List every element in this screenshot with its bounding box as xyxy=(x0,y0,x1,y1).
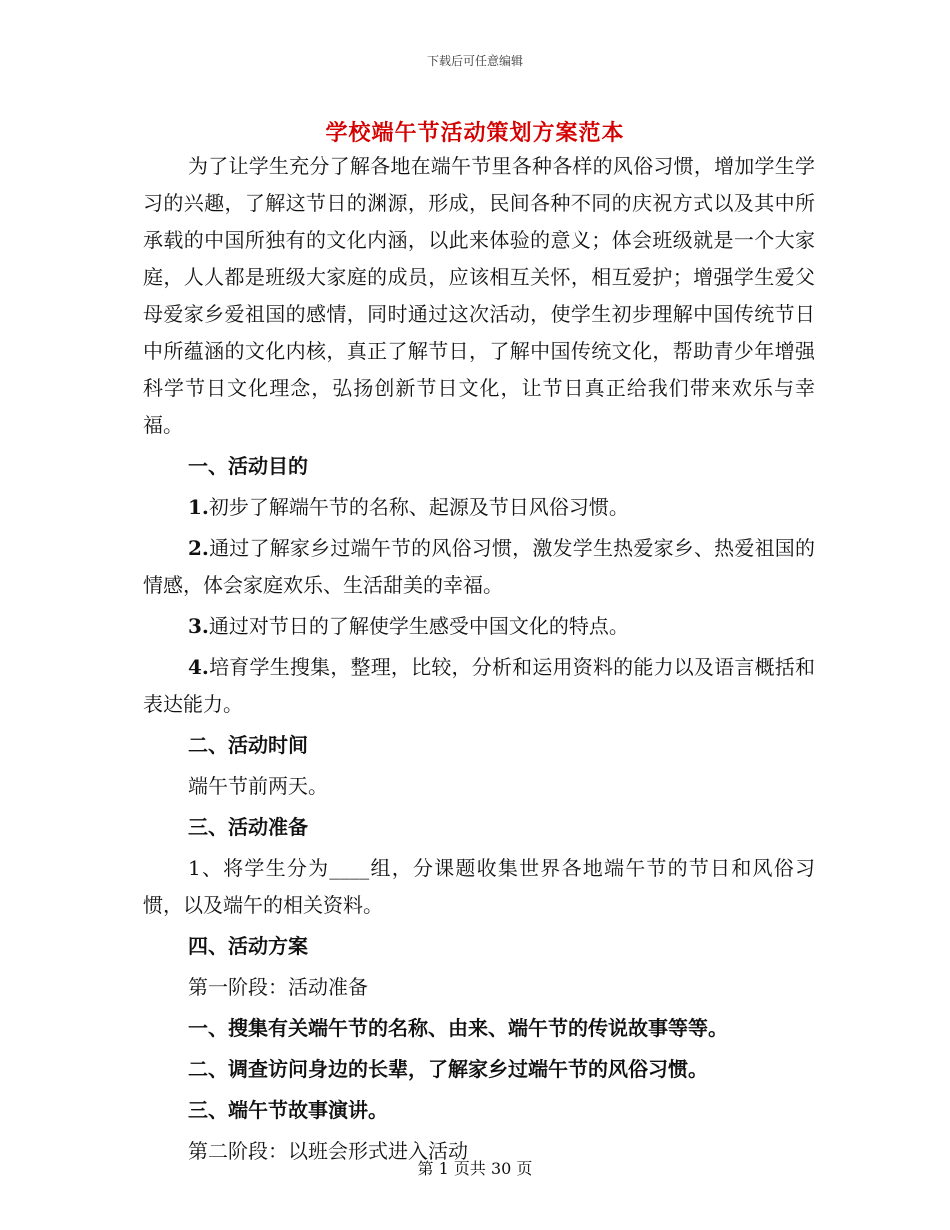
page-header-note: 下载后可任意编辑 xyxy=(426,54,523,68)
stage-2-label: 第二阶段：以班会形式进入活动 xyxy=(188,1139,468,1163)
intro-paragraph: 为了让学生充分了解各地在端午节里各种各样的风俗习惯，增加学生学习的兴趣，了解这节日的渊源，形成，民间各种不同的庆祝方式以及其中所承载的中国所独有的文化内涵，以此来体验的意义；体会班级就是一个大家庭，人人都是班级大家庭的成员，应该相互关怀，相互爱护；增强学生爱父母爱家乡爱祖国的感情，同时通过这次活动，使学生初步理解中国传统节日中所蕴涵的文化内核，真正了解节日，了解中国传统文化，帮助青少年增强科学节日文化理念，弘扬创新节日文化，让节日真正给我们带来欢乐与幸福。 xyxy=(143,154,815,437)
section-heading-plan: 四、活动方案 xyxy=(188,934,308,958)
item-text: 通过对节日的了解使学生感受中国文化的特点。 xyxy=(208,614,629,638)
section-heading-preparation: 三、活动准备 xyxy=(188,815,308,839)
item-text: 初步了解端午节的名称、起源及节日风俗习惯。 xyxy=(208,495,629,519)
item-text: 培育学生搜集，整理，比较，分析和运用资料的能力以及语言概括和表达能力。 xyxy=(143,655,815,716)
item-number: 4. xyxy=(188,655,209,679)
item-number: 1. xyxy=(188,495,209,519)
section-heading-time: 二、活动时间 xyxy=(188,733,308,757)
purpose-item-3 xyxy=(143,608,815,645)
plan-item-2: 二、调查访问身边的长辈，了解家乡过端午节的风俗习惯。 xyxy=(188,1057,708,1081)
document-body xyxy=(143,148,815,1170)
stage-1-label: 第一阶段：活动准备 xyxy=(188,975,368,999)
plan-item-1: 一、搜集有关端午节的名称、由来、端午节的传说故事等等。 xyxy=(188,1016,728,1040)
item-number: 2. xyxy=(188,536,209,560)
item-number: 3. xyxy=(188,614,209,638)
section-heading-purpose: 一、活动目的 xyxy=(188,454,308,478)
purpose-item-2 xyxy=(143,530,815,604)
plan-item-3: 三、端午节故事演讲。 xyxy=(188,1098,388,1122)
document-title: 学校端午节活动策划方案范本 xyxy=(325,120,625,146)
purpose-item-4 xyxy=(143,649,815,723)
purpose-item-1 xyxy=(143,489,815,526)
page-number: 第 1 页共 30 页 xyxy=(417,1159,533,1178)
preparation-text: 1、将学生分为____组，分课题收集世界各地端午节的节日和风俗习惯，以及端午的相关资料。 xyxy=(143,856,815,917)
item-text: 通过了解家乡过端午节的风俗习惯，激发学生热爱家乡、热爱祖国的情感，体会家庭欢乐、生活甜美的幸福。 xyxy=(143,536,815,597)
time-text: 端午节前两天。 xyxy=(188,774,328,798)
